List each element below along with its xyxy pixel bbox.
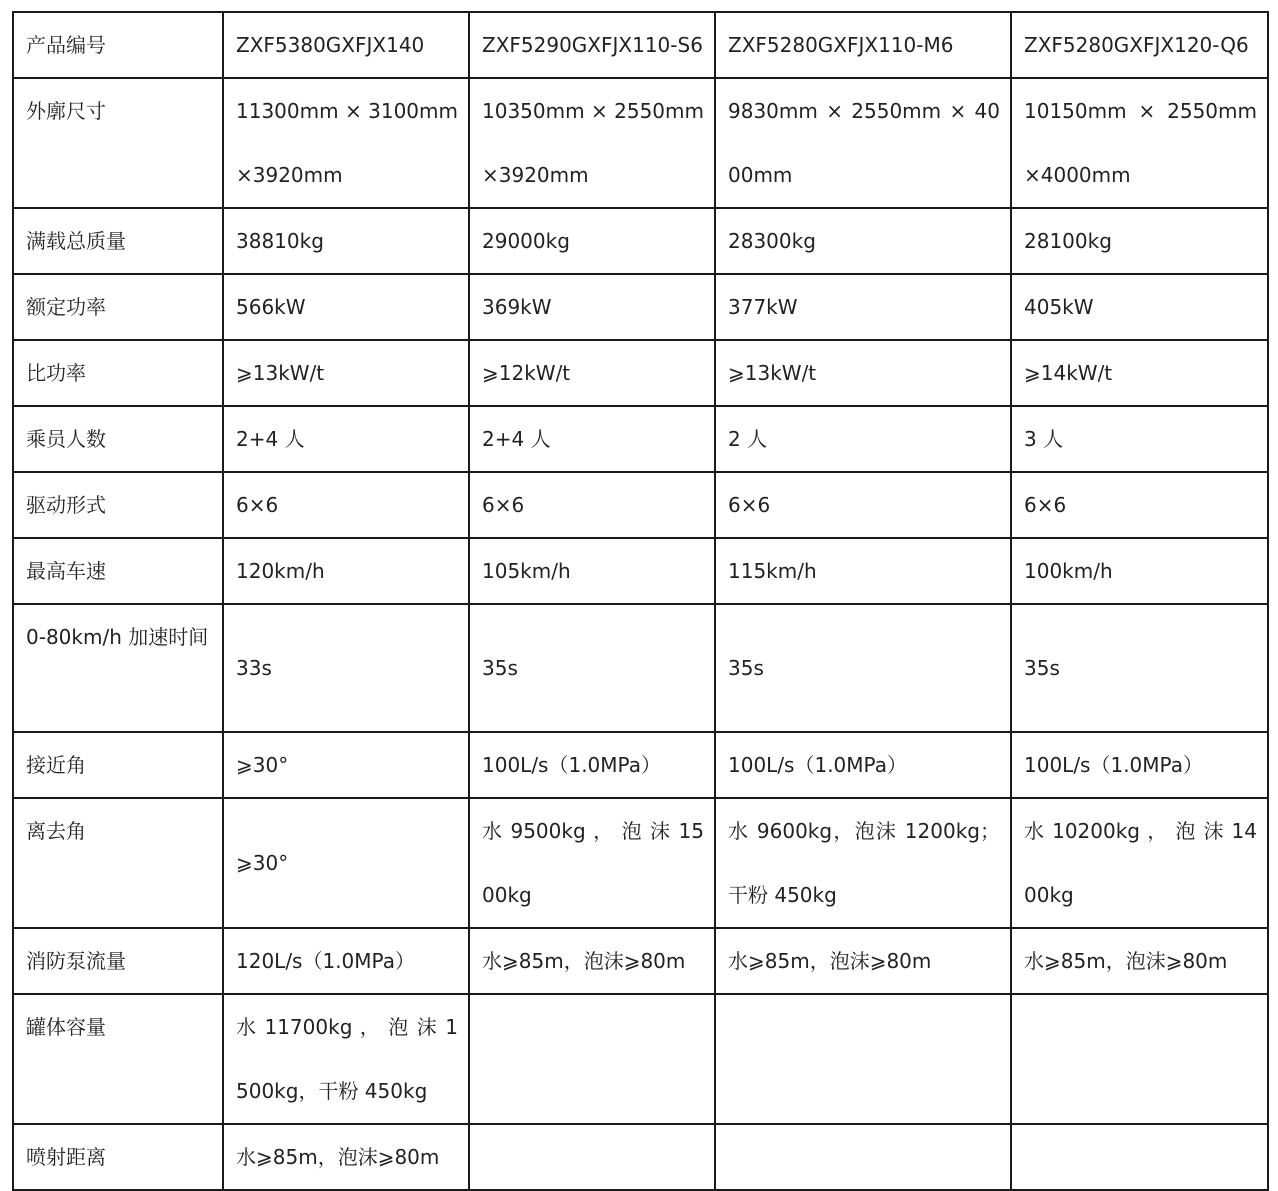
table-cell: 水⩾85m，泡沫⩾80m — [469, 928, 715, 994]
table-cell: ZXF5280GXFJX110-M6 — [715, 12, 1011, 78]
table-cell: 水⩾85m，泡沫⩾80m — [1011, 928, 1268, 994]
table-cell: 水 9600kg，泡沫 1200kg；干粉 450kg — [715, 798, 1011, 928]
table-cell: 6×6 — [1011, 472, 1268, 538]
table-cell: ⩾12kW/t — [469, 340, 715, 406]
table-cell: 3 人 — [1011, 406, 1268, 472]
table-cell — [715, 994, 1011, 1124]
table-cell: 2+4 人 — [223, 406, 469, 472]
table-cell: 水 10200kg ， 泡 沫 1400kg — [1011, 798, 1268, 928]
row-label-spray-range: 喷射距离 — [13, 1124, 223, 1190]
table-cell: 水 9500kg ， 泡 沫 1500kg — [469, 798, 715, 928]
table-cell: 10150mm × 2550mm ×4000mm — [1011, 78, 1268, 208]
table-cell: 369kW — [469, 274, 715, 340]
table-cell — [715, 1124, 1011, 1190]
table-cell: 35s — [1011, 604, 1268, 732]
row-label-pump-flow: 消防泵流量 — [13, 928, 223, 994]
table-cell: 35s — [715, 604, 1011, 732]
table-cell: 377kW — [715, 274, 1011, 340]
table-cell: 28300kg — [715, 208, 1011, 274]
table-cell: 2 人 — [715, 406, 1011, 472]
row-label-approach-angle: 接近角 — [13, 732, 223, 798]
table-cell: 120L/s（1.0MPa） — [223, 928, 469, 994]
row-label-tank-capacity: 罐体容量 — [13, 994, 223, 1124]
table-cell: 6×6 — [223, 472, 469, 538]
table-cell: 38810kg — [223, 208, 469, 274]
table-cell: 6×6 — [715, 472, 1011, 538]
row-label-gross-mass: 满载总质量 — [13, 208, 223, 274]
table-cell: 10350mm × 2550mm ×3920mm — [469, 78, 715, 208]
table-cell: 100km/h — [1011, 538, 1268, 604]
table-row — [13, 340, 1268, 406]
table-cell: 105km/h — [469, 538, 715, 604]
table-cell — [469, 1124, 715, 1190]
table-row — [13, 994, 1268, 1124]
table-cell: 28100kg — [1011, 208, 1268, 274]
table-row — [13, 78, 1268, 208]
row-label-drive-type: 驱动形式 — [13, 472, 223, 538]
table-cell: 566kW — [223, 274, 469, 340]
spec-table — [12, 11, 1269, 1191]
row-label-crew: 乘员人数 — [13, 406, 223, 472]
table-cell: ZXF5290GXFJX110-S6 — [469, 12, 715, 78]
table-cell: ⩾30° — [223, 732, 469, 798]
table-cell: ⩾13kW/t — [223, 340, 469, 406]
table-cell: 120km/h — [223, 538, 469, 604]
table-cell: 6×6 — [469, 472, 715, 538]
table-cell: 115km/h — [715, 538, 1011, 604]
row-label-product-code: 产品编号 — [13, 12, 223, 78]
row-label-departure-angle: 离去角 — [13, 798, 223, 928]
row-label-rated-power: 额定功率 — [13, 274, 223, 340]
table-cell: 100L/s（1.0MPa） — [1011, 732, 1268, 798]
table-cell: ⩾30° — [223, 798, 469, 928]
table-cell: 水⩾85m，泡沫⩾80m — [223, 1124, 469, 1190]
table-row — [13, 732, 1268, 798]
row-label-top-speed: 最高车速 — [13, 538, 223, 604]
table-row — [13, 798, 1268, 928]
table-cell: 2+4 人 — [469, 406, 715, 472]
table-row — [13, 538, 1268, 604]
table-cell: 29000kg — [469, 208, 715, 274]
table-row — [13, 604, 1268, 732]
table-cell — [1011, 1124, 1268, 1190]
table-row — [13, 12, 1268, 78]
table-cell: 100L/s（1.0MPa） — [469, 732, 715, 798]
table-row — [13, 472, 1268, 538]
table-cell: 405kW — [1011, 274, 1268, 340]
table-row — [13, 208, 1268, 274]
row-label-specific-power: 比功率 — [13, 340, 223, 406]
table-cell: 33s — [223, 604, 469, 732]
table-cell: 水 11700kg ， 泡 沫 1500kg，干粉 450kg — [223, 994, 469, 1124]
table-cell: 100L/s（1.0MPa） — [715, 732, 1011, 798]
table-cell: ⩾13kW/t — [715, 340, 1011, 406]
table-row — [13, 1124, 1268, 1190]
table-cell: ZXF5280GXFJX120-Q6 — [1011, 12, 1268, 78]
row-label-acceleration: 0-80km/h 加速时间 — [13, 604, 223, 732]
table-cell: 9830mm × 2550mm × 4000mm — [715, 78, 1011, 208]
table-cell: 11300mm × 3100mm ×3920mm — [223, 78, 469, 208]
table-row — [13, 274, 1268, 340]
table-cell — [1011, 994, 1268, 1124]
table-row — [13, 406, 1268, 472]
row-label-dimensions: 外廓尺寸 — [13, 78, 223, 208]
table-row — [13, 928, 1268, 994]
table-cell — [469, 994, 715, 1124]
table-cell: ⩾14kW/t — [1011, 340, 1268, 406]
table-cell: 35s — [469, 604, 715, 732]
table-cell: ZXF5380GXFJX140 — [223, 12, 469, 78]
table-cell: 水⩾85m，泡沫⩾80m — [715, 928, 1011, 994]
